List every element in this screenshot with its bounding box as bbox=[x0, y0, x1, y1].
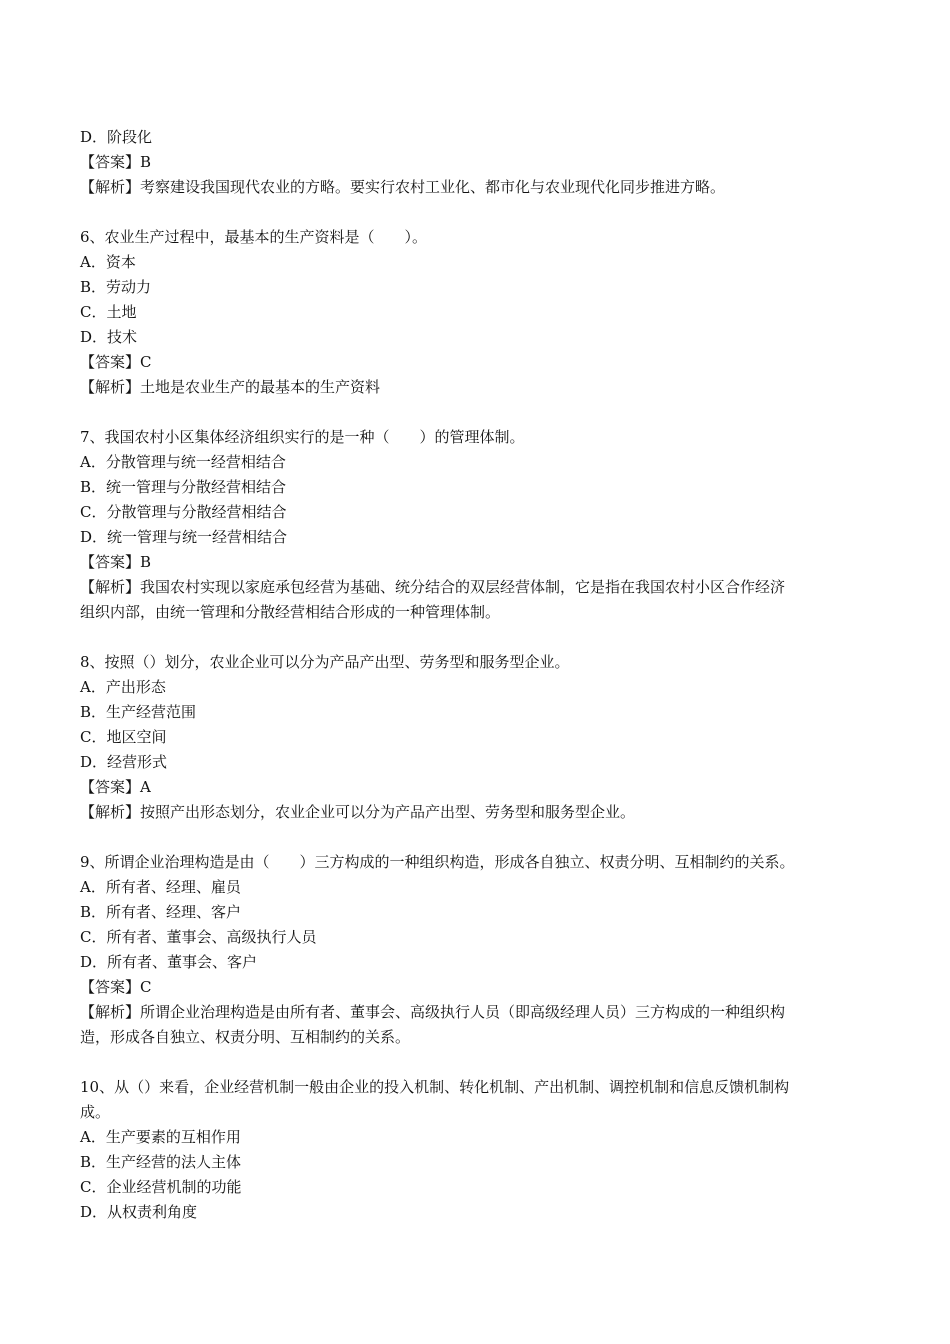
option-b: B．统一管理与分散经营相结合 bbox=[80, 478, 287, 496]
option-c: C．土地 bbox=[80, 303, 137, 321]
option-d: D．统一管理与统一经营相结合 bbox=[80, 528, 288, 546]
answer: 【答案】C bbox=[80, 978, 152, 996]
question-8 bbox=[80, 650, 855, 825]
document-page bbox=[80, 125, 855, 1225]
answer: 【答案】B bbox=[80, 153, 152, 171]
question-stem: 10、从（）来看，企业经营机制一般由企业的投入机制、转化机制、产出机制、调控机制和信息反馈机制构 bbox=[80, 1078, 790, 1096]
option-d: D．阶段化 bbox=[80, 128, 153, 146]
question-6 bbox=[80, 225, 855, 400]
question-stem: 6、农业生产过程中，最基本的生产资料是（ ）。 bbox=[80, 228, 428, 246]
option-c: C．企业经营机制的功能 bbox=[80, 1178, 242, 1196]
answer: 【答案】C bbox=[80, 353, 152, 371]
option-d: D．从权责利角度 bbox=[80, 1203, 198, 1221]
option-d: D．经营形式 bbox=[80, 753, 168, 771]
question-stem: 8、按照（）划分，农业企业可以分为产品产出型、劳务型和服务型企业。 bbox=[80, 653, 570, 671]
option-c: C．地区空间 bbox=[80, 728, 167, 746]
option-a: A．产出形态 bbox=[80, 678, 166, 696]
analysis: 【解析】考察建设我国现代农业的方略。要实行农村工业化、都市化与农业现代化同步推进方略。 bbox=[80, 178, 726, 196]
analysis: 【解析】按照产出形态划分，农业企业可以分为产品产出型、劳务型和服务型企业。 bbox=[80, 803, 636, 821]
question-stem: 7、我国农村小区集体经济组织实行的是一种（ ）的管理体制。 bbox=[80, 428, 525, 446]
option-b: B．生产经营范围 bbox=[80, 703, 197, 721]
option-a: A．分散管理与统一经营相结合 bbox=[80, 453, 286, 471]
option-a: A．生产要素的互相作用 bbox=[80, 1128, 241, 1146]
analysis-continued: 造，形成各自独立、权责分明、互相制约的关系。 bbox=[80, 1028, 411, 1046]
option-b: B．所有者、经理、客户 bbox=[80, 903, 242, 921]
answer: 【答案】A bbox=[80, 778, 151, 796]
question-stem: 9、所谓企业治理构造是由（ ）三方构成的一种组织构造，形成各自独立、权责分明、互相制约的关系。 bbox=[80, 853, 795, 871]
question-stem-continued: 成。 bbox=[80, 1103, 111, 1121]
question-7 bbox=[80, 425, 855, 625]
option-b: B．生产经营的法人主体 bbox=[80, 1153, 242, 1171]
option-c: C．所有者、董事会、高级执行人员 bbox=[80, 928, 317, 946]
answer: 【答案】B bbox=[80, 553, 152, 571]
option-d: D．所有者、董事会、客户 bbox=[80, 953, 258, 971]
question-10 bbox=[80, 1075, 855, 1225]
option-c: C．分散管理与分散经营相结合 bbox=[80, 503, 287, 521]
question-9 bbox=[80, 850, 855, 1050]
analysis: 【解析】我国农村实现以家庭承包经营为基础、统分结合的双层经营体制，它是指在我国农村小区合作经济 bbox=[80, 578, 786, 596]
analysis: 【解析】所谓企业治理构造是由所有者、董事会、高级执行人员（即高级经理人员）三方构成的一种组织构 bbox=[80, 1003, 786, 1021]
analysis-continued: 组织内部，由统一管理和分散经营相结合形成的一种管理体制。 bbox=[80, 603, 501, 621]
option-b: B．劳动力 bbox=[80, 278, 152, 296]
option-a: A．所有者、经理、雇员 bbox=[80, 878, 241, 896]
option-a: A．资本 bbox=[80, 253, 136, 271]
analysis: 【解析】土地是农业生产的最基本的生产资料 bbox=[80, 378, 381, 396]
option-d: D．技术 bbox=[80, 328, 138, 346]
